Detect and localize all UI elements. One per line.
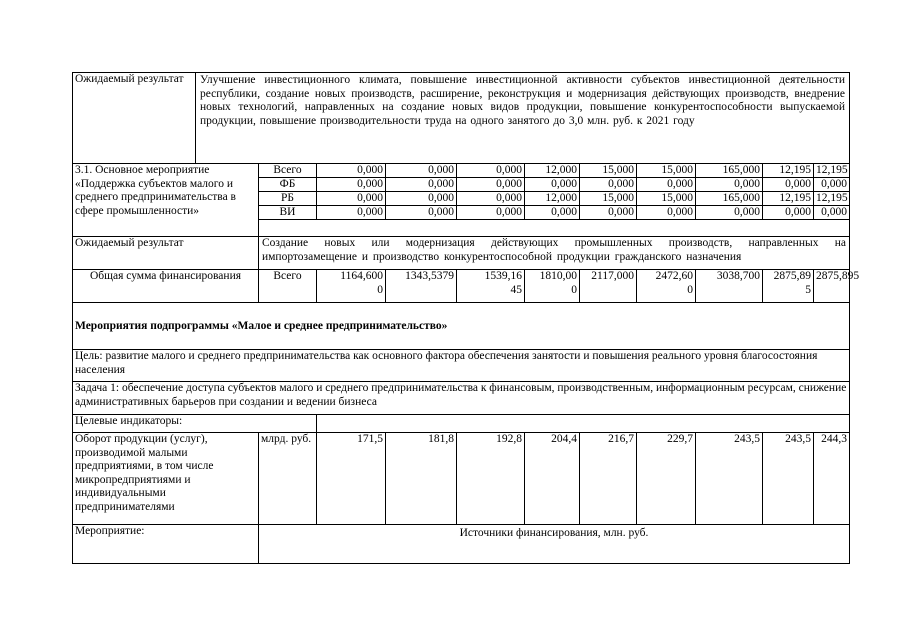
total-value-cell: 1539,16 45 [456,269,525,303]
total-value-cell: 3038,700 [695,269,763,303]
source-cell: ВИ [258,205,317,220]
turnover-value-cell: 244,3 [813,432,850,525]
value-cell: 0,000 [385,205,457,220]
value-cell: 15,000 [636,163,696,178]
value-cell: 0,000 [316,177,386,192]
expected-result-2-label: Ожидаемый результат [72,236,259,270]
total-value-cell: 1810,00 0 [524,269,580,303]
value-cell: 0,000 [385,163,457,178]
value-cell: 0,000 [385,191,457,206]
value-cell: 0,000 [813,205,850,220]
value-cell: 0,000 [762,205,814,220]
total-value-cell: 2875,89 5 [762,269,814,303]
turnover-value-cell: 192,8 [456,432,525,525]
target-indicators-label: Целевые индикаторы: [72,414,317,433]
measure-3-1-values [258,163,850,237]
value-cell: 0,000 [636,205,696,220]
value-cell: 12,195 [762,191,814,206]
financing-sources-header: Источники финансирования, млн. руб. [258,524,850,564]
turnover-value-cell: 181,8 [385,432,457,525]
source-cell: Всего [258,163,317,178]
turnover-label: Оборот продукции (услуг), производимой малыми предприятиями, в том числе микропредприятиями и индивидуальными предпринимателями [72,432,259,525]
value-cell: 0,000 [579,205,637,220]
turnover-unit: млрд. руб. [258,432,317,525]
goal-text: Цель: развитие малого и среднего предпринимательства как основного фактора обеспечения занятости и повышения реального уровня благосостояния населения [72,349,850,382]
turnover-values [316,432,850,525]
total-financing-label: Общая сумма финансирования [72,269,259,303]
value-cell: 12,195 [813,191,850,206]
expected-result-label: Ожидаемый результат [72,72,196,164]
value-cell: 0,000 [579,177,637,192]
turnover-value-cell: 171,5 [316,432,386,525]
expected-result-text: Улучшение инвестиционного климата, повышение инвестиционной активности субъектов инвестиционной деятельности республики, создание новых производств, расширение, реконструкция и модернизация действующих производств, внедрение новых технологий, направленных на создание новых видов продукции, повышение конкурентоспособности выпускаемой продукции, повышение производительности труда на одного занятого до 3,0 млн. руб. к 2021 году [195,72,850,164]
value-cell: 0,000 [813,177,850,192]
turnover-value-cell: 243,5 [762,432,814,525]
total-value-cell: 1343,5379 [385,269,457,303]
turnover-value-cell: 216,7 [579,432,637,525]
total-value-cell: 1164,600 0 [316,269,386,303]
value-cell: 0,000 [762,177,814,192]
value-cell: 0,000 [695,205,763,220]
value-cell: 0,000 [524,205,580,220]
value-cell: 12,000 [524,191,580,206]
value-cell: 0,000 [456,177,525,192]
value-cell: 0,000 [316,163,386,178]
value-cell: 0,000 [456,191,525,206]
turnover-value-cell: 204,4 [524,432,580,525]
value-cell: 12,195 [813,163,850,178]
value-cell: 0,000 [456,205,525,220]
value-cell: 15,000 [579,163,637,178]
value-cell: 0,000 [316,191,386,206]
value-cell: 0,000 [695,177,763,192]
value-cell: 0,000 [385,177,457,192]
turnover-value-cell: 243,5 [695,432,763,525]
total-value-cell: 2472,60 0 [636,269,696,303]
total-financing-values [258,269,860,303]
source-cell: РБ [258,191,317,206]
subprogram-title: Мероприятия подпрограммы «Малое и среднее предпринимательство» [72,302,850,350]
value-cell: 15,000 [579,191,637,206]
value-cell: 0,000 [524,177,580,192]
task-text: Задача 1: обеспечение доступа субъектов малого и среднего предпринимательства к финансовым, производственным, информационным ресурсам, снижение административных барьеров при создании и ведении бизнеса [72,381,850,415]
source-cell: ФБ [258,177,317,192]
target-indicators-empty [316,414,850,433]
value-cell: 15,000 [636,191,696,206]
expected-result-2-text: Создание новых или модернизация действующих промышленных производств, направленных на импортозамещение и производство конкурентоспособной продукции гражданского назначения [258,236,850,270]
value-cell: 0,000 [456,163,525,178]
total-value-cell: 2117,000 [579,269,637,303]
total-value-cell: 2875,895 [813,269,850,303]
value-cell: 165,000 [695,163,763,178]
value-cell: 0,000 [636,177,696,192]
value-cell: 0,000 [316,205,386,220]
measure-label: Мероприятие: [72,524,259,564]
value-cell: 165,000 [695,191,763,206]
turnover-value-cell: 229,7 [636,432,696,525]
measure-3-1-filler [258,219,850,237]
value-cell: 12,195 [762,163,814,178]
total-source-cell: Всего [258,269,317,303]
measure-3-1-label: 3.1. Основное мероприятие «Поддержка субъектов малого и среднего предпринимательства в сфере промышленности» [72,163,259,237]
value-cell: 12,000 [524,163,580,178]
program-table [72,72,860,564]
